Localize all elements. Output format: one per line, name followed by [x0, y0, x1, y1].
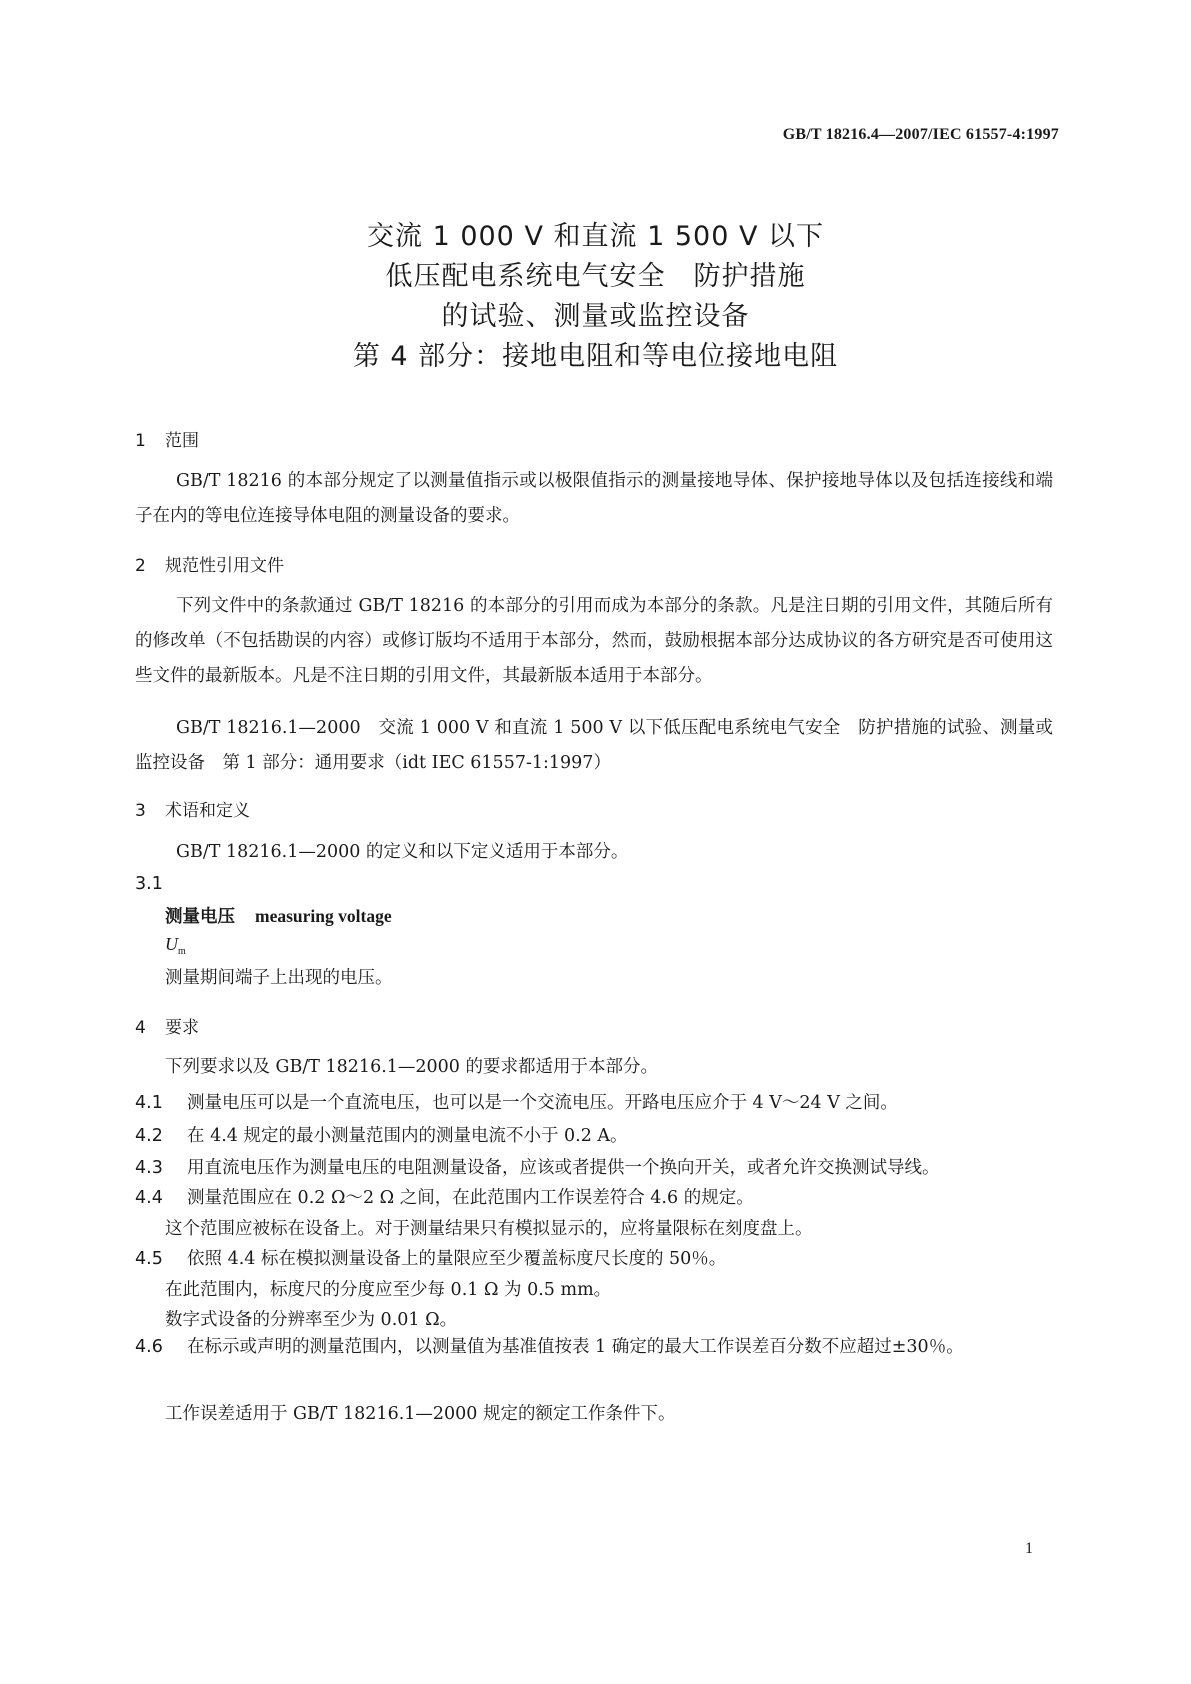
- section-2-heading: [135, 551, 284, 576]
- section-title: 术语和定义: [165, 801, 250, 821]
- section-number: 3: [135, 801, 146, 821]
- clause-4-1: 4.1 测量电压可以是一个直流电压，也可以是一个交流电压。开路电压应介于 4 V～24 V 之间。: [135, 1093, 898, 1113]
- clause-4-6: 4.6 在标示或声明的测量范围内，以测量值为基准值按表 1 确定的最大工作误差百分数不应超过±30％。: [135, 1337, 964, 1357]
- term-chinese: 测量电压: [165, 907, 235, 927]
- page-number: 1: [1025, 1540, 1033, 1557]
- section-4-intro: 下列要求以及 GB/T 18216.1—2000 的要求都适用于本部分。: [165, 1057, 658, 1077]
- section-3-heading: [135, 796, 250, 821]
- section-number: 1: [135, 431, 146, 451]
- term-symbol: $U_m$: [165, 934, 186, 957]
- term-english: measuring voltage: [255, 906, 392, 926]
- clause-3-1-number: 3.1: [135, 874, 163, 894]
- clause-4-2: 4.2 在 4.4 规定的最小测量范围内的测量电流不小于 0.2 A。: [135, 1126, 628, 1146]
- section-1-heading: [135, 426, 199, 451]
- clause-4-4-extra: 这个范围应被标在设备上。对于测量结果只有模拟显示的，应将量限标在刻度盘上。: [165, 1219, 813, 1239]
- section-title: 范围: [165, 431, 199, 451]
- document-title-line-1: 交流 1 000 V 和直流 1 500 V 以下: [366, 221, 825, 252]
- section-2-paragraph: 下列文件中的条款通过 GB/T 18216 的本部分的引用而成为本部分的条款。凡是注日期的引用文件，其随后所有的修改单（不包括勘误的内容）或修订版均不适用于本部分，然而，鼓励根据本部分达成协议的各方研究是否可使用这些文件的最新版本。凡是不注日期的引用文件，其最新版本适用于本部分。: [135, 596, 1053, 686]
- clause-4-3: 4.3 用直流电压作为测量电压的电阻测量设备，应该或者提供一个换向开关，或者允许交换测试导线。: [135, 1158, 940, 1178]
- clause-4-5-extra-2: 数字式设备的分辨率至少为 0.01 Ω。: [165, 1310, 458, 1330]
- clause-4-4: 4.4 测量范围应在 0.2 Ω～2 Ω 之间，在此范围内工作误差符合 4.6 的规定。: [135, 1188, 754, 1208]
- clause-4-5: 4.5 依照 4.4 标在模拟测量设备上的量限应至少覆盖标度尺长度的 50％。: [135, 1249, 727, 1269]
- document-title-line-2: 低压配电系统电气安全 防护措施: [385, 261, 806, 292]
- section-1-paragraph: GB/T 18216 的本部分规定了以测量值指示或以极限值指示的测量接地导体、保护接地导体以及包括连接线和端子在内的等电位连接导体电阻的测量设备的要求。: [135, 471, 1053, 526]
- term-entry: [165, 903, 392, 928]
- section-title: 规范性引用文件: [165, 556, 284, 576]
- document-title-line-3: 的试验、测量或监控设备: [441, 301, 750, 332]
- clause-4-5-extra-1: 在此范围内，标度尺的分度应至少每 0.1 Ω 为 0.5 mm。: [165, 1280, 612, 1300]
- section-number: 2: [135, 556, 146, 576]
- term-definition: 测量期间端子上出现的电压。: [165, 968, 393, 988]
- section-3-paragraph: GB/T 18216.1—2000 的定义和以下定义适用于本部分。: [176, 842, 629, 862]
- section-number: 4: [135, 1018, 146, 1038]
- section-4-heading: [135, 1013, 199, 1038]
- standard-code-header: GB/T 18216.4—2007/IEC 61557-4:1997: [782, 126, 1059, 143]
- clause-4-6-extra: 工作误差适用于 GB/T 18216.1—2000 规定的额定工作条件下。: [165, 1404, 676, 1424]
- section-title: 要求: [165, 1018, 199, 1038]
- document-title-line-4: 第 4 部分：接地电阻和等电位接地电阻: [352, 341, 839, 372]
- section-2-reference: GB/T 18216.1—2000 交流 1 000 V 和直流 1 500 V 以下低压配电系统电气安全 防护措施的试验、测量或监控设备 第 1 部分：通用要求（idt IEC 61557-1:1997）: [135, 718, 1053, 773]
